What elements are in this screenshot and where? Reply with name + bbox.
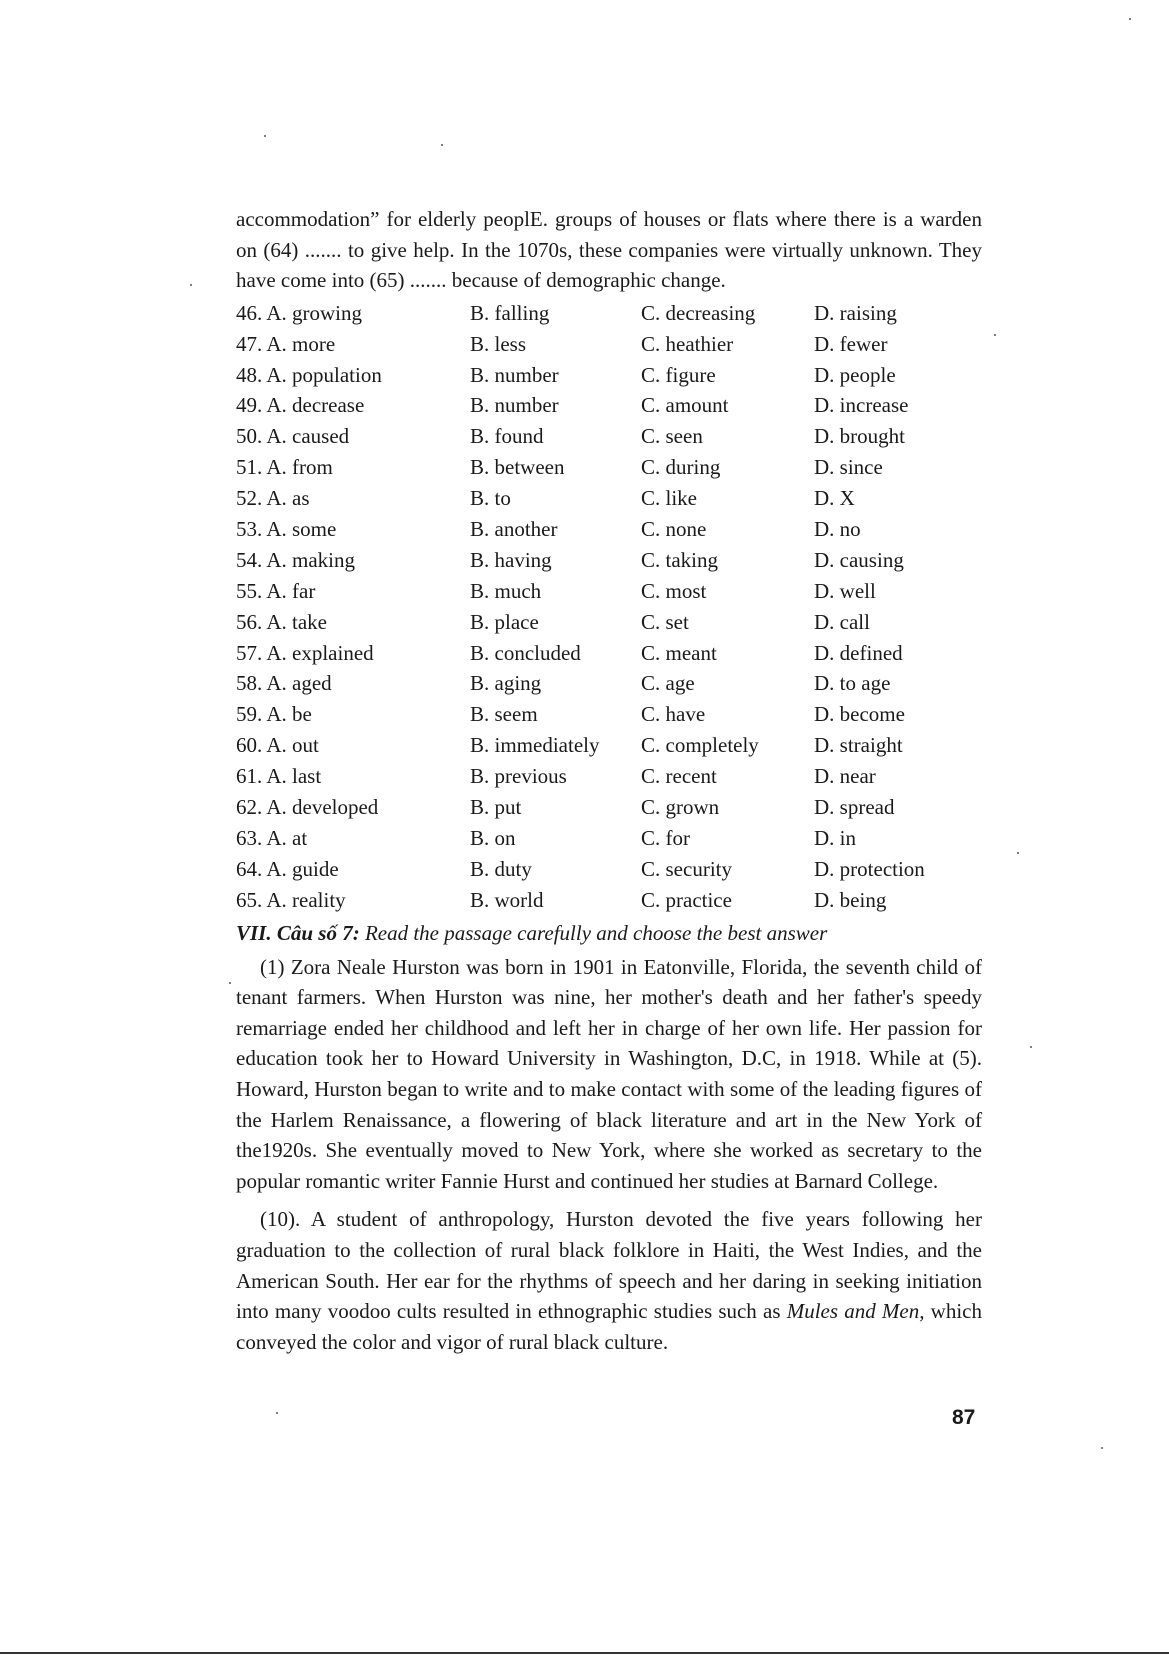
question-row [236,823,982,854]
book-title: Mules and Men, [786,1299,925,1324]
reading-paragraph-1 [236,952,982,1197]
option-d: D. increase [814,393,909,418]
option-d: D. near [814,764,876,789]
option-d: D. causing [814,547,904,572]
option-a: A. making [266,547,355,572]
question-row [236,638,982,669]
option-a-cell [236,668,468,699]
question-number: 61. [236,764,263,789]
question-number: 53. [236,517,263,542]
option-d: D. to age [814,671,891,696]
option-a-cell [236,390,468,421]
option-a: A. from [266,455,333,480]
passage-intro-text: accommodation” for elderly peoplE. groups of houses or flats where there is a warden on (64) ....... to give help. In the 1070s, these companies were virtually unknown. They have come into (65) ....... because of demographic change. [236,207,982,293]
question-number: 52. [236,486,263,511]
question-number: 49. [236,393,263,418]
option-a-cell [236,792,468,823]
reading-paragraph-2-part-2: which conveyed the color and vigor of rural black culture. [236,1299,982,1354]
option-a-cell [236,483,468,514]
question-row [236,390,982,421]
question-number: 56. [236,609,263,634]
option-c: C. security [641,856,732,881]
option-c: C. heathier [641,331,734,356]
answer-options-list [236,298,982,916]
option-c: C. meant [641,640,717,665]
option-a: A. take [266,609,327,634]
option-d: D. defined [814,640,903,665]
question-number: 48. [236,362,263,387]
option-d: D. fewer [814,331,888,356]
option-a-cell [236,761,468,792]
option-a: A. guide [266,856,339,881]
reading-paragraph-2-text [236,1204,982,1357]
option-a-cell [236,576,468,607]
option-b: B. duty [470,856,532,881]
question-row [236,668,982,699]
option-c: C. taking [641,547,718,572]
option-a-cell [236,638,468,669]
option-c: C. figure [641,362,716,387]
option-a: A. out [266,733,319,758]
option-a-cell [236,607,468,638]
option-a: A. at [266,825,308,850]
question-number: 60. [236,733,263,758]
option-c: C. like [641,486,697,511]
option-a-cell [236,421,468,452]
question-number: 62. [236,795,263,820]
option-c: C. set [641,609,689,634]
question-number: 54. [236,547,263,572]
option-d: D. brought [814,424,905,449]
option-c: C. practice [641,887,732,912]
option-b: B. falling [470,300,550,325]
scan-speck [441,144,443,146]
option-a: A. aged [266,671,332,696]
scan-speck [1129,18,1131,20]
option-a-cell [236,452,468,483]
option-b: B. another [470,517,558,542]
option-b: B. put [470,795,522,820]
page-content [236,204,982,1357]
option-a-cell [236,730,468,761]
option-a-cell [236,514,468,545]
question-number: 65. [236,887,263,912]
scan-speck [229,982,231,984]
option-a-cell [236,854,468,885]
option-c: C. age [641,671,695,696]
reading-paragraph-2-part-1: (10). A student of anthropology, Hurston devoted the five years following her graduation to the collection of rural black folklore in Haiti, the West Indies, and the American South. Her ear for the rhythms of speech and her daring in seeking initiation into many voodoo cults resulted in ethnographic studies such as [236,1207,982,1324]
question-row [236,298,982,329]
option-b: B. found [470,424,544,449]
scan-speck [1030,1046,1032,1048]
option-a: A. be [266,702,312,727]
option-a: A. last [266,764,322,789]
option-d: D. call [814,609,870,634]
section-label: VII. Câu số 7: [236,920,360,945]
question-row [236,576,982,607]
option-a-cell [236,823,468,854]
option-a: A. more [266,331,336,356]
option-d: D. protection [814,856,925,881]
option-d: D. straight [814,733,903,758]
option-a: A. as [266,486,310,511]
option-d: D. people [814,362,896,387]
option-d: D. well [814,578,876,603]
option-c: C. none [641,517,707,542]
option-b: B. number [470,393,559,418]
option-a-cell [236,699,468,730]
question-number: 50. [236,424,263,449]
option-b: B. world [470,887,544,912]
question-row [236,730,982,761]
scan-speck [190,284,192,286]
option-b: B. less [470,331,527,356]
question-number: 47. [236,331,263,356]
option-d: D. raising [814,300,897,325]
option-d: D. since [814,455,883,480]
option-b: B. much [470,578,542,603]
option-b: B. having [470,547,552,572]
question-row [236,885,982,916]
question-row [236,514,982,545]
scan-speck [1017,852,1019,854]
scan-speck [276,1412,278,1414]
question-number: 64. [236,856,263,881]
option-c: C. most [641,578,707,603]
option-a-cell [236,298,468,329]
option-a: A. decrease [266,393,365,418]
option-b: B. concluded [470,640,581,665]
option-b: B. immediately [470,733,600,758]
option-a: A. explained [266,640,374,665]
question-row [236,452,982,483]
question-row [236,483,982,514]
reading-paragraph-1-text: (1) Zora Neale Hurston was born in 1901 in Eatonville, Florida, the seventh child of tenant farmers. When Hurston was nine, her mother's death and her father's speedy remarriage ended her childhood and left her in charge of her own life. Her passion for education took her to Howard University in Washington, D.C, in 1918. While at (5). Howard, Hurston began to write and to make contact with some of the leading figures of the Harlem Renaissance, a flowering of black literature and art in the New York of the1920s. She eventually moved to New York, where she worked as secretary to the popular romantic writer Fannie Hurst and continued her studies at Barnard College. [236,954,982,1193]
option-a: A. far [266,578,316,603]
option-c: C. have [641,702,706,727]
option-b: B. on [470,825,516,850]
option-d: D. spread [814,795,895,820]
option-c: C. for [641,825,690,850]
option-b: B. between [470,455,565,480]
page-number: 87 [952,1406,976,1429]
question-number: 58. [236,671,263,696]
passage-intro [236,204,982,296]
option-b: B. place [470,609,539,634]
option-c: C. amount [641,393,729,418]
question-row [236,761,982,792]
option-b: B. seem [470,702,538,727]
question-row [236,360,982,391]
question-row [236,607,982,638]
option-a: A. some [266,517,337,542]
scan-speck [1101,1447,1103,1449]
question-row [236,699,982,730]
question-row [236,545,982,576]
question-row [236,421,982,452]
scan-speck [994,334,996,336]
option-a-cell [236,885,468,916]
scan-edge-line [0,1652,1169,1654]
option-d: D. become [814,702,905,727]
option-a: A. reality [266,887,346,912]
option-d: D. in [814,825,856,850]
option-a: A. population [266,362,382,387]
option-c: C. during [641,455,721,480]
question-number: 46. [236,300,263,325]
question-number: 55. [236,578,263,603]
question-number: 51. [236,455,263,480]
option-a: A. growing [266,300,363,325]
option-d: D. no [814,517,861,542]
option-a: A. developed [266,795,379,820]
option-c: C. grown [641,795,720,820]
reading-paragraph-2 [236,1204,982,1357]
option-c: C. decreasing [641,300,756,325]
question-row [236,329,982,360]
option-c: C. recent [641,764,717,789]
option-d: D. being [814,887,887,912]
question-number: 63. [236,825,263,850]
option-a-cell [236,329,468,360]
section-heading [236,918,982,948]
option-b: B. aging [470,671,542,696]
question-number: 59. [236,702,263,727]
section-instruction: Read the passage carefully and choose the best answer [359,920,828,945]
option-b: B. to [470,486,511,511]
option-c: C. completely [641,733,759,758]
question-row [236,792,982,823]
option-c: C. seen [641,424,703,449]
scan-speck [264,135,266,137]
question-number: 57. [236,640,263,665]
option-d: D. X [814,486,855,511]
option-a-cell [236,545,468,576]
question-row [236,854,982,885]
option-a-cell [236,360,468,391]
option-a: A. caused [266,424,350,449]
option-b: B. number [470,362,559,387]
option-b: B. previous [470,764,567,789]
